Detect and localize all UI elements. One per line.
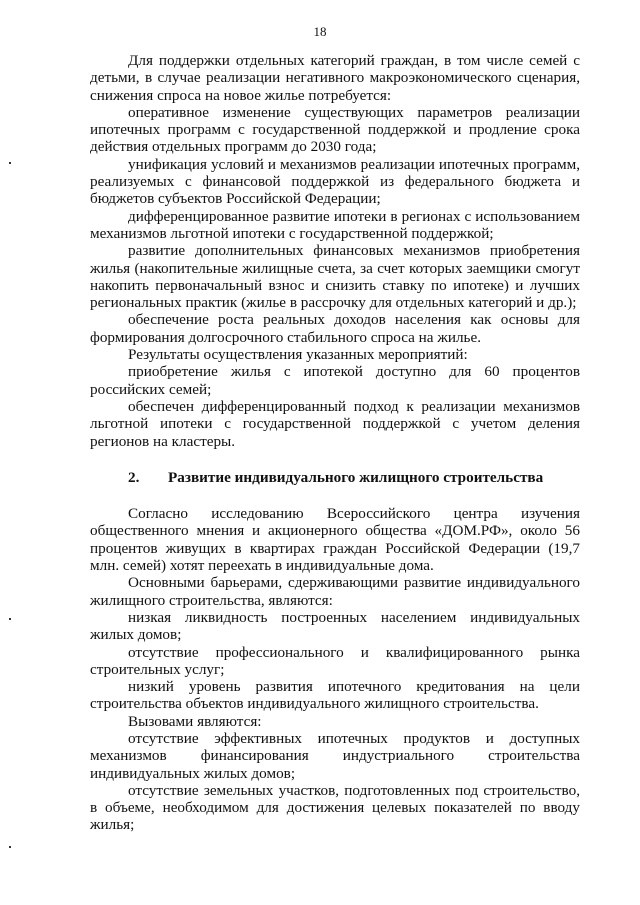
paragraph: оперативное изменение существующих параметров реализации ипотечных программ с государственной поддержкой и продление срока действия отдельных программ до 2030 года; (90, 103, 580, 156)
paragraph: низкая ликвидность построенных населением индивидуальных жилых домов; (90, 608, 580, 644)
paragraph: Вызовами являются: (128, 712, 262, 730)
margin-mark (9, 618, 11, 620)
paragraph: низкий уровень развития ипотечного кредитования на цели строительства объектов индивидуального жилищного строительства. (90, 678, 580, 713)
paragraph: унификация условий и механизмов реализации ипотечных программ, реализуемых с финансовой поддержкой из федерального бюджета и бюджетов субъектов Российской Федерации; (90, 155, 580, 208)
page-number: 18 (313, 24, 327, 39)
paragraph: отсутствие профессионального и квалифицированного рынка строительных услуг; (90, 643, 580, 678)
paragraph: дифференцированное развитие ипотеки в регионах с использованием механизмов льготной ипотеки с государственной поддержкой; (90, 207, 580, 242)
paragraph: Основными барьерами, сдерживающими развитие индивидуального жилищного строительства, являются: (90, 574, 580, 609)
section-title: Развитие индивидуального жилищного строительства (168, 468, 544, 486)
section-heading (90, 469, 580, 486)
paragraph: отсутствие земельных участков, подготовленных под строительство, в объеме, необходимом для достижения целевых показателей по вводу жилья; (90, 781, 580, 834)
margin-mark (9, 162, 11, 164)
paragraph: приобретение жилья с ипотекой доступно для 60 процентов российских семей; (90, 363, 580, 398)
paragraph: отсутствие эффективных ипотечных продуктов и доступных механизмов финансирования индустриального строительства индивидуальных жилых домов; (90, 729, 580, 782)
paragraph: Для поддержки отдельных категорий граждан, в том числе семей с детьми, в случае реализации негативного макроэкономического сценария, снижения спроса на новое жилье потребуется: (90, 52, 580, 104)
paragraph: Результаты осуществления указанных мероприятий: (128, 346, 468, 364)
paragraph: Согласно исследованию Всероссийского центра изучения общественного мнения и акционерного общества «ДОМ.РФ», около 56 процентов живущих в квартирах граждан Российской Федерации (19,7 млн. семей) хотят переехать в индивидуальные дома. (90, 505, 580, 575)
margin-mark (9, 846, 11, 848)
paragraph: обеспечен дифференцированный подход к реализации механизмов льготной ипотеки с государственной поддержкой с учетом деления регионов на кластеры. (90, 397, 580, 450)
paragraph: обеспечение роста реальных доходов населения как основы для формирования долгосрочного стабильного спроса на жилье. (90, 311, 580, 346)
paragraph: развитие дополнительных финансовых механизмов приобретения жилья (накопительные жилищные счета, за счет которых заемщики смогут накопить первоначальный взнос и снизить ставку по ипотеке) и лучших региональных практик (жилье в рассрочку для отдельных категорий и др.); (90, 242, 580, 312)
section-number: 2. (128, 468, 140, 486)
document-body (90, 52, 580, 834)
